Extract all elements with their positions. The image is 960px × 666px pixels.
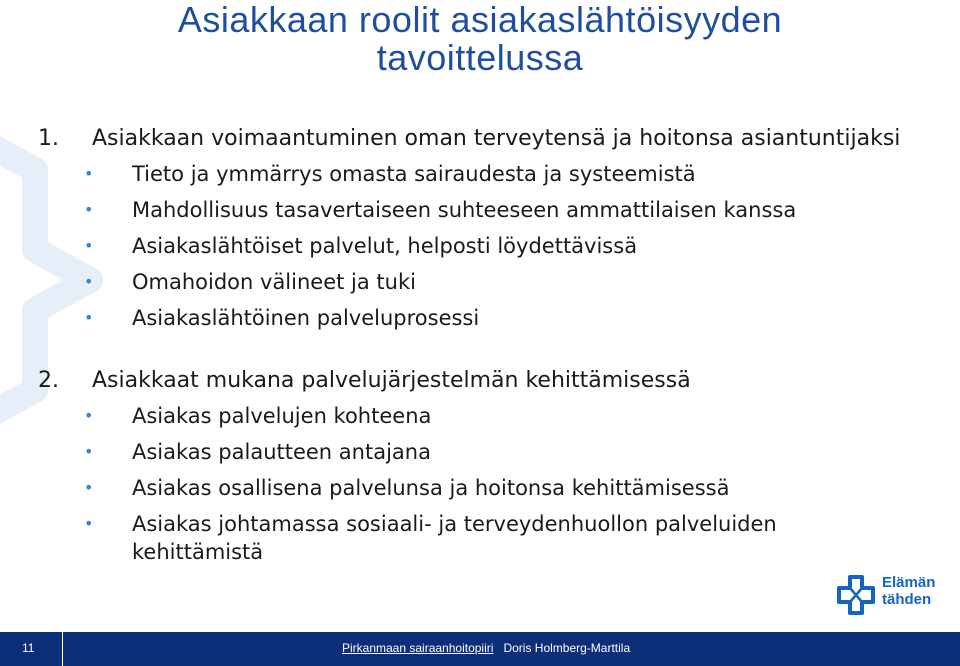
bullet-icon: • bbox=[84, 308, 94, 327]
section-1-heading bbox=[38, 126, 900, 152]
section-2-bullet-list bbox=[84, 398, 832, 566]
section-2-heading bbox=[38, 368, 691, 394]
section-2-heading-text: Asiakkaat mukana palvelujärjestelmän kehittämisessä bbox=[92, 368, 691, 393]
list-item: • Omahoidon välineet ja tuki bbox=[84, 264, 796, 300]
slide-title-line-1: Asiakkaan roolit asiakaslähtöisyyden bbox=[177, 0, 783, 40]
bullet-icon: • bbox=[84, 272, 94, 291]
section-1-number: 1. bbox=[38, 126, 59, 151]
bullet-icon: • bbox=[84, 442, 94, 461]
page-number: 11 bbox=[22, 641, 35, 655]
list-item: • Tieto ja ymmärrys omasta sairaudesta ja systeemistä bbox=[84, 156, 796, 192]
bullet-icon: • bbox=[84, 200, 94, 219]
section-1-bullet-list bbox=[84, 156, 796, 336]
section-2-number: 2. bbox=[38, 368, 59, 393]
bullet-icon: • bbox=[84, 514, 94, 533]
bullet-icon: • bbox=[84, 236, 94, 255]
bullet-icon: • bbox=[84, 406, 94, 425]
slide-title-line-2: tavoittelussa bbox=[376, 37, 584, 78]
cross-logo-icon bbox=[836, 574, 876, 616]
footer-bar bbox=[0, 632, 960, 666]
elaman-tahden-logo bbox=[836, 574, 948, 618]
footer-organization: Pirkanmaan sairaanhoitopiiri bbox=[342, 641, 494, 655]
footer-author: Doris Holmberg-Marttila bbox=[503, 641, 631, 655]
bullet-icon: • bbox=[84, 478, 94, 497]
list-item: • Asiakas osallisena palvelunsa ja hoitonsa kehittämisessä bbox=[84, 470, 832, 506]
list-item: • Mahdollisuus tasavertaiseen suhteeseen ammattilaisen kanssa bbox=[84, 192, 796, 228]
list-item: • Asiakas palautteen antajana bbox=[84, 434, 832, 470]
logo-text: Elämän tähden bbox=[882, 574, 936, 608]
section-1-heading-text: Asiakkaan voimaantuminen oman terveytensä ja hoitonsa asiantuntijaksi bbox=[92, 126, 901, 151]
list-item: • Asiakaslähtöinen palveluprosessi bbox=[84, 300, 796, 336]
list-item: • Asiakas palvelujen kohteena bbox=[84, 398, 832, 434]
page-number-box bbox=[8, 632, 63, 666]
list-item: • Asiakas johtamassa sosiaali- ja terveydenhuollon palveluiden kehittämistä bbox=[84, 506, 832, 566]
list-item: • Asiakaslähtöiset palvelut, helposti löydettävissä bbox=[84, 228, 796, 264]
footer-credit bbox=[342, 641, 630, 655]
bullet-icon: • bbox=[84, 164, 94, 183]
